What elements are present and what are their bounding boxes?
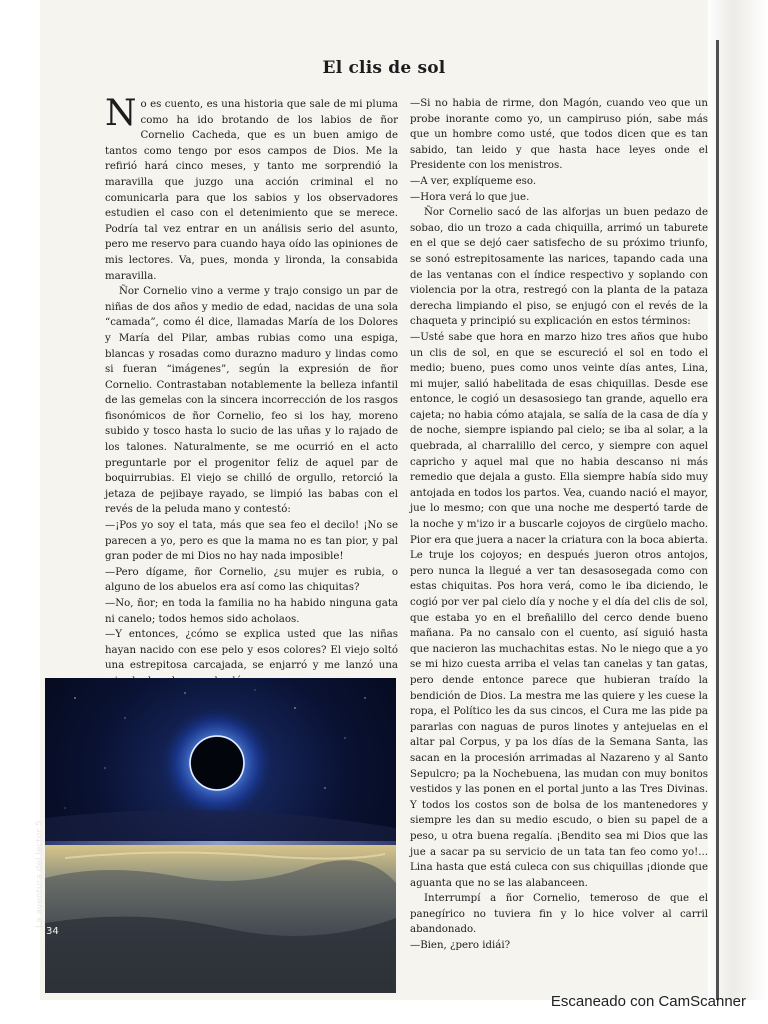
scanner-watermark: Escaneado con CamScanner <box>550 993 746 1010</box>
paragraph: —Hora verá lo que jue. <box>410 191 530 203</box>
paragraph: Ñor Cornelio vino a verme y trajo consigo un par de niñas de dos años y medio de edad, nacidas de una sola “camada”, como él dice, llamadas María de los Dolores y María del Pilar, ambas rubias como una espiga, blancas y rosadas como durazno maduro y lindas como si fueran “imágenes”, según la expresión de ñor Cornelio. Contrastaban notablemente la belleza infantil de las gemelas con la sincera incorrección de los rasgos fisonómicos de ñor Cornelio, feo si los hay, moreno subido y tosco hasta lo sucio de las uñas y lo rajado de los talones. Naturalmente, se me ocurrió en el acto preguntarle por el progenitor feliz de aquel par de boquirrubias. El viejo se chilló de orgullo, retorció la jetaza de pejibaye rayado, se limpió las babas con el revés de la peluda mano y contestó: <box>105 286 398 516</box>
left-column <box>105 93 398 690</box>
chapter-title: El clis de sol <box>322 58 446 78</box>
paragraph: —Y entonces, ¿cómo se explica usted que las niñas hayan nacido con ese pelo y esos colores? El viejo soltó una estrepitosa carcajada, se enjarró y me lanzó una <box>105 629 398 672</box>
photo-side-caption: La aventura del lector 5 <box>35 820 45 928</box>
paragraph: —¡Pos yo soy el tata, más que sea feo el decilo! ¡No se parecen a yo, pero es que la mama no es tan pior, y pal gran poder de mi Dios no hay nada imposible! <box>105 520 398 563</box>
right-column <box>410 96 708 954</box>
paragraph: —Pero dígame, ñor Cornelio, ¿su mujer es rubia, o alguno de los abuelos era así como las chiquitas? <box>105 566 398 594</box>
page-edge <box>716 40 719 1000</box>
page-number: 34 <box>46 926 59 937</box>
paragraph: —A ver, explíqueme eso. <box>410 175 537 187</box>
drop-cap: N <box>105 93 137 134</box>
paragraph: —Bien, ¿pero idiái? <box>410 940 511 952</box>
paragraph: —No, ñor; en toda la familia no ha habido ninguna gata ni canelo; todos hemos sido acholaos. <box>105 598 398 625</box>
solar-eclipse-photo <box>45 678 396 993</box>
paragraph: —Usté sabe que hora en marzo hizo tres años que hubo un clis de sol, en que se escureció el sol en todo el medio; bueno, pues como unos veinte días antes, Lina, mi mujer, salió habelitada de esas chiquillas. Desde ese entonce, le cogió un desasosiego tan grande, aquello era cajeta; no habia cómo atajala, se salía de la casa de día y de noche, siempre ispiando pal cielo; se iba al solar, a la quebrada, al charralillo del cerco, y siempre con aquel capricho y aquel mal que no habia descanso ni más remedio que dejala a gusto. Ella siempre había sido muy antojada en todos los partos. Vea, cuando nació el mayor, jue lo mesmo; con que una noche me despertó tarde de la noche y m'izo ir a buscarle cojoyos de cirgüelo macho. Pior era que juera a nacer la criatura con la boca abierta. Le truje los cojoyos; en después jueron otros antojos, pero nunca la llegué a ver tan desasosegada como con estas chiquitas. Pos hora verá, como le iba diciendo, le cogió por ver pal cielo día y noche y el día del clis de sol, que estaba yo en el breñalillo del cerco dende bueno mañana. Pa no cansalo con el cuento, así siguió hasta que nacieron las muchachitas estas. No le niego que a yo se mi hizo cuesta arriba el velas tan canelas y tan gatas, pero dende entonce parece que hubieran traído la bendición de Dios. La mestra me las quiere y les cuese la ropa, el Político les da sus cincos, el Cura me las pide pa pararlas con naguas de puros linotes y antejuelas en el altar pal Corpus, y pa los días de la Semana Santa, las sacan en la procesión arrimadas al Nazareno y al Santo Sepulcro; pa la Nochebuena, las mudan con muy bonitos vestidos y las ponen en el portal junto a las Tres Divinas. Y todos los costos son de bolsa de los mantenedores y siempre les dan su medio escudo, o bien su papel de a peso, u otra buena regalía. ¡Bendito sea mi Dios que las jue a sacar pa su servicio de un tata tan feo como yo!... Lina hasta que está culeca con sus chiquillas ¡dionde que aguanta que no se las alabanceen. <box>410 331 708 889</box>
paragraph: No es cuento, es una historia que sale de mi pluma como ha ido brotando de los labios de ñor Cornelio Cacheda, que es un buen amigo de tantos como tengo por esos campos de Dios. Me la refirió hará cinco meses, y tanto me sorprendió la maravilla que juzgo una acción criminal el no comunicarla para que los sabios y los observadores estudien el caso con el detenimiento que se merece. Podría tal vez entrar en un análisis serio del asunto, pero me reservo para cuando haya oído las opiniones de mis lectores. Va, pues, monda y lironda, la consabida maravilla. <box>105 93 398 282</box>
paragraph: Interrumpí a ñor Cornelio, temeroso de que el panegírico no tuviera fin y lo hice volver al carril abandonado. <box>410 893 708 936</box>
eclipse-illustration <box>45 678 396 993</box>
paragraph: —Si no habia de rirme, don Magón, cuando veo que un probe inorante como yo, un campiruso pión, sabe más que un hombre como usté, que todos dicen que es tan sabido, tan leido y que hasta hace leyes onde el Presidente con los menistros. <box>410 98 708 172</box>
paragraph: Ñor Cornelio sacó de las alforjas un buen pedazo de sobao, dio un trozo a cada chiquilla, arrimó un taburete en el que se dejó caer satisfecho de su próximo triunfo, se sonó estrepitosamente las narices, tapando cada una de las ventanas con el índice respectivo y soplando con violencia por la otra, restregó con la planta de la pataza derecha limpiando el piso, se enjugó con el revés de la chaqueta y principió su explicación en estos términos: <box>410 207 708 328</box>
